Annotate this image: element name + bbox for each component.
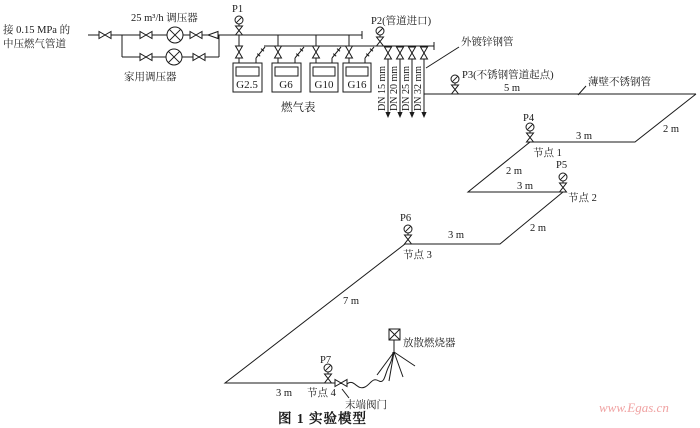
p2-gauge-icon — [376, 27, 384, 46]
valve-icon — [190, 32, 202, 39]
flex-connector-icon — [332, 47, 341, 58]
segment-2m-label: 2 m — [506, 166, 523, 177]
p3-label: P3(不锈钢管道起点) — [462, 70, 554, 81]
flow-arrow-icon — [409, 112, 414, 118]
check-valve-icon — [208, 32, 218, 39]
p4-label: P4 — [523, 113, 535, 124]
valve-icon — [140, 32, 152, 39]
dn-pipe-valve-icon — [409, 47, 416, 59]
dn-pipe-valve-icon — [397, 47, 404, 59]
segment-3m-label: 3 m — [448, 230, 465, 241]
flex-connector-icon — [256, 47, 265, 58]
valve-icon — [99, 32, 111, 39]
meter-inlet-valve-icon — [275, 46, 282, 58]
segment-3m-label: 3 m — [276, 388, 293, 399]
meter-label-g2.5: G2.5 — [236, 79, 258, 91]
segment-2m-label: 2 m — [530, 223, 547, 234]
flow-arrow-icon — [421, 112, 426, 118]
p4-gauge-icon — [526, 123, 534, 142]
end-valve-leader-line — [342, 389, 349, 398]
node1-label: 节点 1 — [533, 148, 562, 159]
p2-label: P2(管道进口) — [371, 16, 432, 27]
p1-gauge-icon — [235, 16, 243, 35]
regulator-icon — [167, 27, 183, 43]
p6-label: P6 — [400, 213, 412, 224]
p7-label: P7 — [320, 355, 332, 366]
p5-gauge-icon — [559, 173, 567, 192]
main-regulator-label: 25 m³/h 调压器 — [131, 13, 198, 24]
segment-5m-label: 5 m — [504, 83, 521, 94]
flow-arrow-icon — [397, 112, 402, 118]
meter-label-g10: G10 — [314, 79, 334, 91]
meter-inlet-valve-icon — [236, 46, 243, 58]
burner-tripod-legs — [377, 352, 415, 381]
end-valve-label: 末端阀门 — [345, 400, 387, 411]
galvanized-leader-line — [426, 47, 459, 68]
segment-2m-label: 2 m — [663, 124, 680, 135]
node4-label: 节点 4 — [307, 388, 336, 399]
p5-label: P5 — [556, 160, 568, 171]
segment-7m-label: 7 m — [343, 296, 360, 307]
dn-pipe-valve-icon — [421, 47, 428, 59]
burner-hose — [347, 352, 393, 388]
p1-label: P1 — [232, 4, 244, 15]
meter-inlet-valve-icon — [313, 46, 320, 58]
meter-label-g6: G6 — [279, 79, 293, 91]
p3-gauge-icon — [451, 75, 459, 94]
source-label-line1: 接 0.15 MPa 的 — [3, 25, 71, 36]
dn15-label: DN 15 mm — [377, 66, 388, 111]
segment-3m-label: 3 m — [517, 181, 534, 192]
node3-label: 节点 3 — [403, 250, 432, 261]
dn32-label: DN 32 mm — [413, 66, 424, 111]
flow-arrow-icon — [385, 112, 390, 118]
flex-connector-icon — [295, 47, 304, 58]
valve-icon — [140, 54, 152, 61]
dn25-label: DN 25 mm — [401, 66, 412, 111]
meter-label-g16: G16 — [347, 79, 367, 91]
node2-label: 节点 2 — [568, 193, 597, 204]
segment-3m-label: 3 m — [576, 131, 593, 142]
burner-icon — [389, 329, 400, 340]
source-label-line2: 中压燃气管道 — [3, 39, 66, 50]
stainless-pipe-label: 薄壁不锈钢管 — [588, 77, 651, 88]
dn20-label: DN 20 mm — [389, 66, 400, 111]
gas-meter-bank-label: 燃气表 — [281, 102, 316, 114]
burner-label: 放散燃烧器 — [403, 338, 456, 349]
watermark: www.Egas.cn — [599, 400, 669, 415]
household-regulator-label: 家用调压器 — [124, 72, 177, 83]
valve-icon — [193, 54, 205, 61]
end-valve-icon — [335, 380, 347, 387]
flex-connector-icon — [365, 47, 374, 58]
p6-gauge-icon — [404, 225, 412, 244]
galvanized-pipe-label: 外镀锌钢管 — [461, 37, 514, 48]
p7-gauge-icon — [324, 364, 332, 383]
regulator-icon — [166, 49, 182, 65]
dn-pipe-valve-icon — [385, 47, 392, 59]
meter-inlet-valve-icon — [346, 46, 353, 58]
figure-caption: 图 1 实验模型 — [278, 411, 367, 426]
labels — [3, 4, 679, 426]
